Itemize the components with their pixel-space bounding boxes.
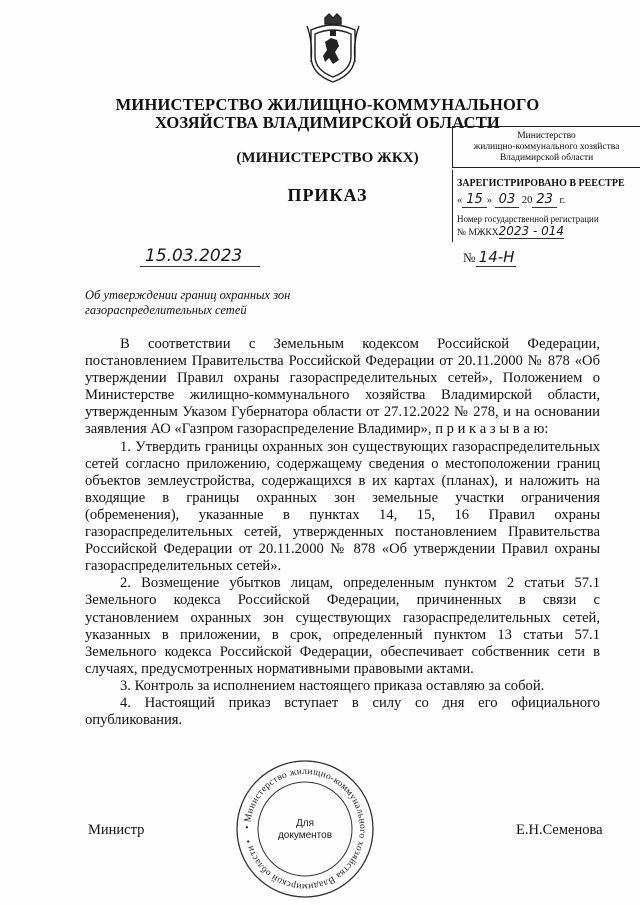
stamp-org-line2: жилищно-коммунального хозяйства (473, 142, 620, 152)
seal-ring-text: • Министерство жилищно-коммунального хозяйства Владимирской области • (242, 766, 368, 892)
order-item: 3. Контроль за исполнением настоящего приказа оставляю за собой. (120, 677, 545, 694)
preamble-paragraph (85, 336, 600, 439)
ministry-title-line2: ХОЗЯЙСТВА ВЛАДИМИРСКОЙ ОБЛАСТИ (155, 113, 500, 132)
signer-name: Е.Н.Семенова (516, 822, 603, 838)
preamble-text: В соответствии с Земельным кодексом Российской Федерации, постановлением Правительства Российской Федерации от 20.11.2000 № 878 «Об утверждении Правил охраны газораспределительных сетей», Положением о Министерстве жилищно-коммунального хозяйства Владимирской области, утвержденным Указом Губернатора области от 27.12.2022 № 278, и на основании заявления АО «Газпром газораспределение Владимир», (85, 336, 600, 438)
stamp-year-end: г. (559, 195, 566, 206)
stamp-year-suffix: 23 (532, 192, 557, 208)
stamp-number-prefix: № МЖКХ (457, 228, 499, 238)
stamp-day: 15 (462, 192, 487, 208)
stamp-year-prefix: 20 (521, 195, 533, 206)
subject-line1: Об утверждении границ охранных зон (85, 288, 291, 302)
svg-text:• Министерство жилищно-коммуна (243, 767, 367, 891)
seal-center-line1: Для (295, 818, 315, 829)
order-item: 2. Возмещение убытков лицам, определенным пунктом 2 статьи 57.1 Земельного кодекса Российской Федерации, причиненных в связи с установлением охранных зон существующих газораспределительных сетей, указанных в приложении, в срок, определенный пунктом 13 статьи 57.1 Земельного кодекса Российской Федерации, обеспечивает собственник сети в случаях, предусмотренных нормативными правовыми актами. (85, 575, 600, 677)
document-type: ПРИКАЗ (287, 185, 368, 205)
ministry-title-line1: МИНИСТЕРСТВО ЖИЛИЩНО-КОММУНАЛЬНОГО (115, 95, 540, 114)
signer-title: Министр (88, 822, 145, 838)
seal-center-line2: документов (277, 830, 333, 841)
registration-stamp (452, 170, 640, 242)
official-seal (234, 758, 376, 900)
stamp-number-label: Номер государственной регистрации (457, 214, 599, 224)
order-number-prefix: № (463, 250, 476, 265)
registration-stamp-header (452, 126, 640, 168)
command-word: п р и к а з ы в а ю: (435, 421, 549, 438)
stamp-registration-number (457, 225, 640, 239)
subject-line2: газораспределительных сетей (85, 303, 247, 317)
order-item: 1. Утвердить границы охранных зон существующих газораспределительных сетей согласно приложению, содержащему сведения о местоположении границ объектов землеустройства, содержащихся в их картах (планах), и наложить на входящие в границы охранных зон земельные участки ограничения (обременения), указанные в пунктах 14, 15, 16 Правил охраны газораспределительных сетей, утвержденных постановлением Правительства Российской Федерации от 20.11.2000 № 878 «Об утверждении Правил охраны газораспределительных сетей». (85, 438, 600, 575)
ministry-short-name: (МИНИСТЕРСТВО ЖКХ) (236, 150, 419, 166)
order-subject (85, 288, 345, 318)
order-date: 15.03.2023 (145, 246, 243, 266)
stamp-month: 03 (495, 192, 520, 208)
order-number (463, 248, 514, 266)
stamp-registration-date: « 15 » 03 20 23 г. (457, 192, 566, 207)
order-body (85, 336, 600, 729)
stamp-registered-label: ЗАРЕГИСТРИРОВАНО В РЕЕСТРЕ (457, 178, 625, 189)
order-date-underline (140, 266, 260, 267)
vladimir-coat-of-arms-icon (303, 12, 363, 84)
stamp-org-line1: Министерство (517, 131, 576, 141)
stamp-org-line3: Владимирской области (499, 153, 594, 163)
order-item: 4. Настоящий приказ вступает в силу со дня его официального опубликования. (85, 694, 600, 729)
stamp-number-value: 2023 - 014 (498, 224, 565, 238)
order-number-value: 14-Н (478, 248, 515, 266)
order-number-underline (476, 266, 516, 267)
